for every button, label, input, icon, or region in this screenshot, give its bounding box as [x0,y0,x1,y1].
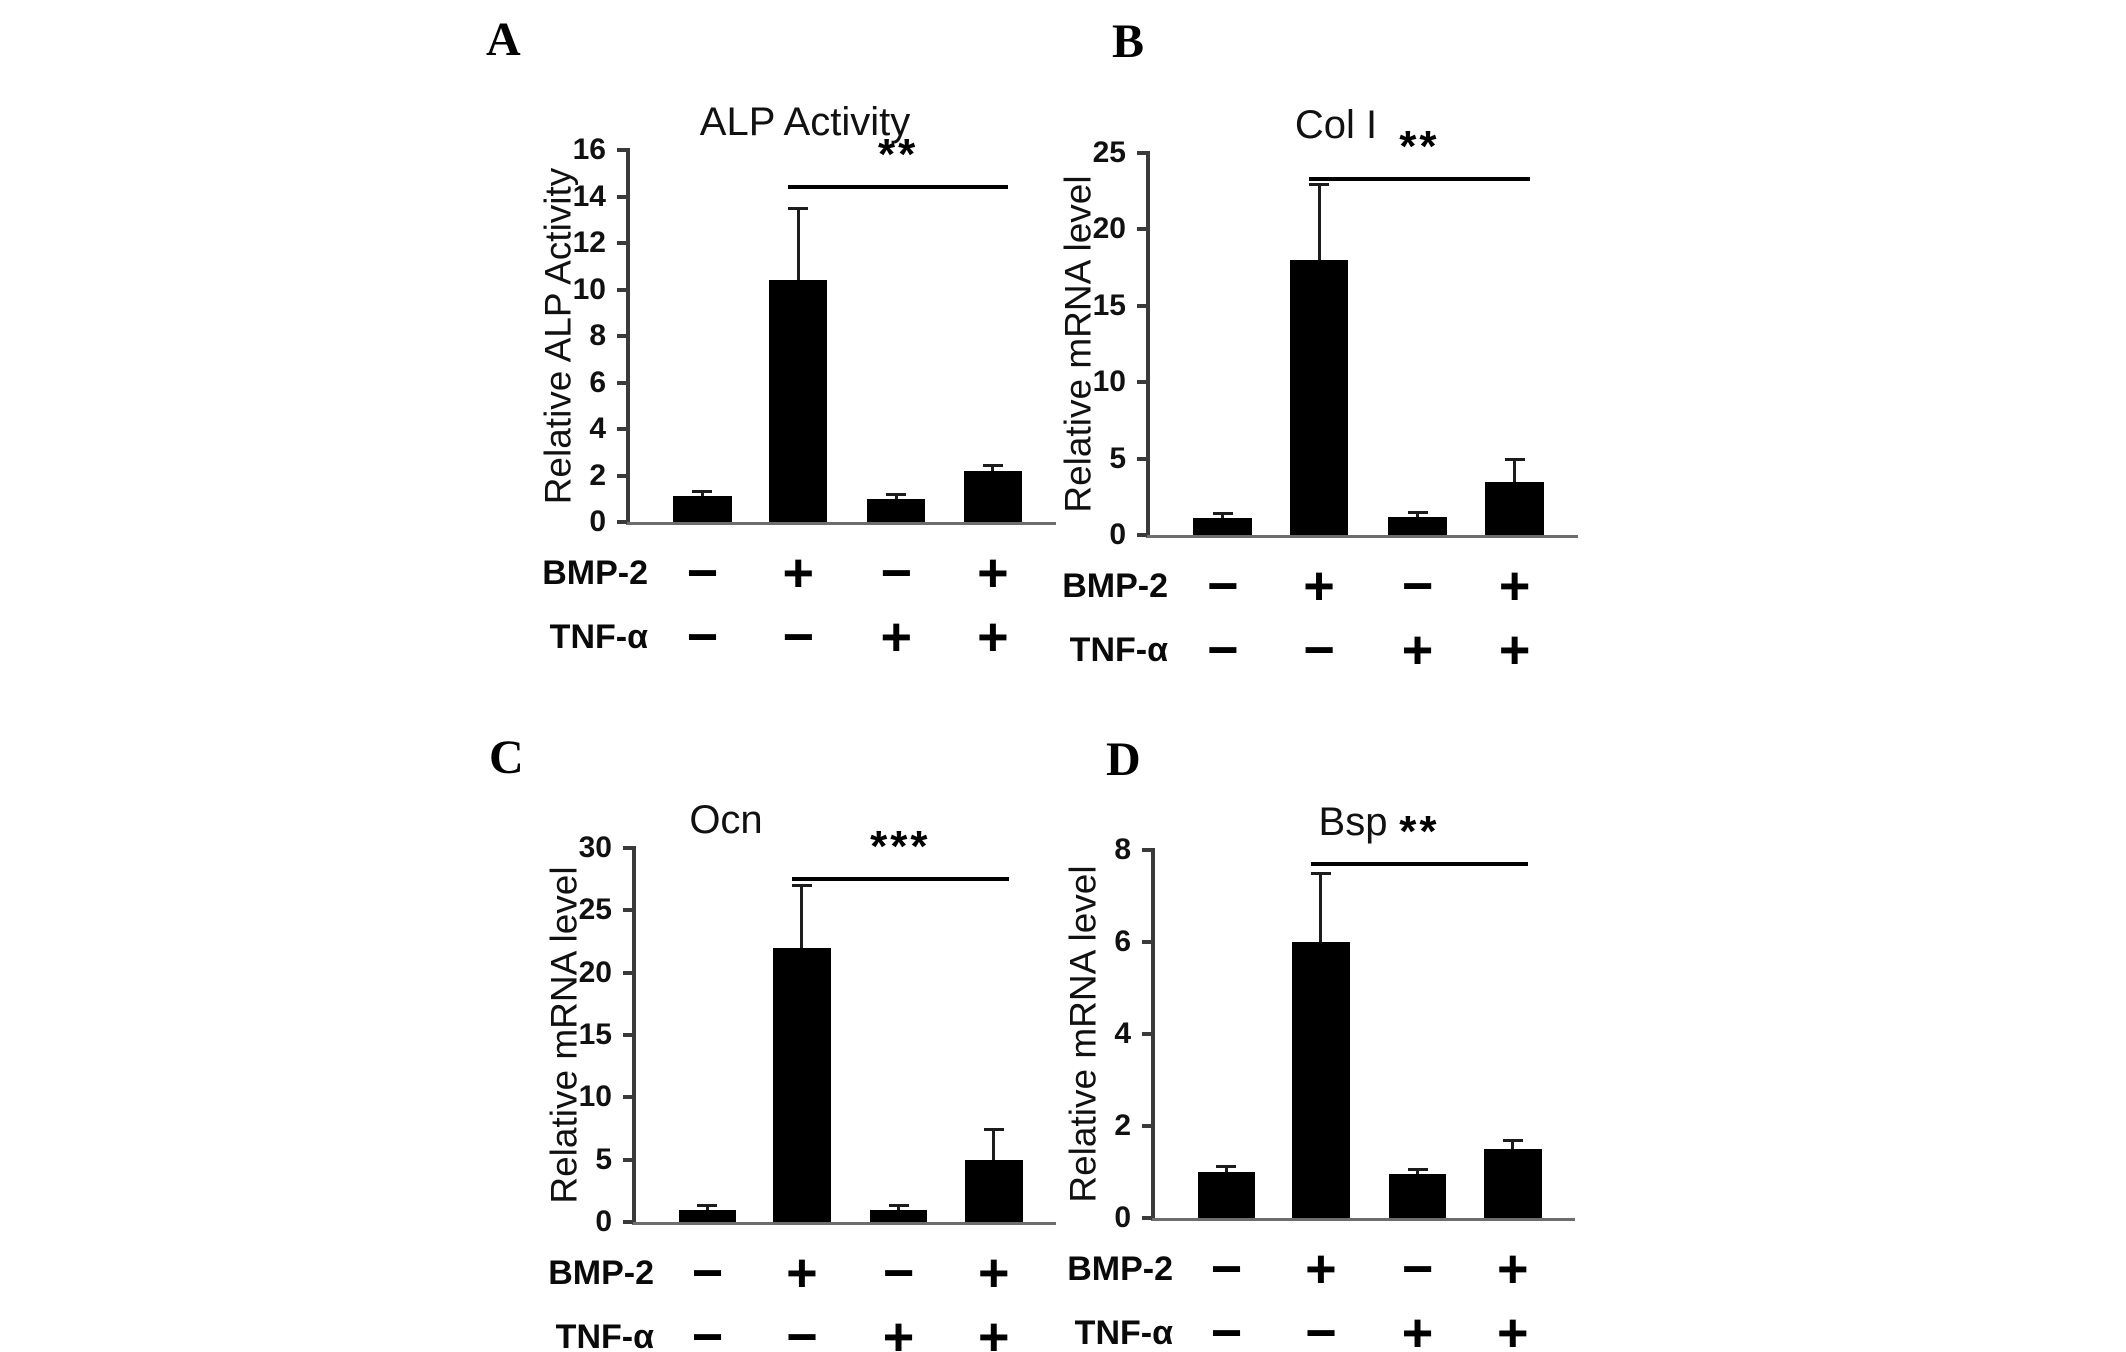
y-tick-label: 0 [1109,518,1126,551]
condition-sign: + [977,543,1009,603]
y-tick-mark [617,427,627,431]
bar [1389,1174,1447,1218]
condition-sign: − [686,543,719,603]
significance-stars: ** [1399,806,1440,856]
y-tick-label: 4 [1114,1017,1131,1050]
y-tick-mark [617,381,627,385]
condition-sign: + [1303,556,1335,616]
bar [1198,1172,1256,1218]
x-axis [626,522,1056,525]
y-tick-label: 25 [578,893,612,927]
y-tick-mark [617,474,627,478]
significance-stars: ** [1399,122,1440,172]
condition-sign: + [1401,1303,1434,1352]
y-tick-label: 0 [1114,1201,1131,1234]
significance-line [1311,862,1528,866]
condition-sign: + [1497,1239,1529,1299]
y-tick-mark [623,908,633,912]
bar [679,1210,737,1222]
condition-sign: − [1401,556,1434,616]
error-bar-cap [792,884,812,887]
condition-sign: − [882,1243,915,1303]
y-tick-mark [623,1095,633,1099]
error-bar-cap [889,1204,909,1207]
significance-stars: *** [870,821,931,871]
error-bar-cap [1408,1168,1428,1171]
y-tick-mark [623,1158,633,1162]
y-tick-mark [1137,151,1147,155]
condition-sign: − [1210,1303,1243,1352]
error-bar-cap [1309,183,1329,186]
y-tick-mark [1142,1216,1152,1220]
y-tick-label: 5 [1109,441,1126,475]
condition-sign: − [1206,556,1239,616]
error-bar-cap [1503,1139,1523,1142]
error-bar-stem [992,1129,995,1160]
x-axis [1151,1218,1575,1221]
y-tick-label: 20 [1092,212,1126,246]
error-bar-cap [983,464,1003,467]
y-tick-mark [623,846,633,850]
y-tick-mark [1142,848,1152,852]
error-bar-cap [788,207,808,210]
condition-row-label: TNF-α [1069,631,1168,669]
x-axis [632,1222,1056,1225]
y-tick-label: 25 [1092,136,1126,169]
error-bar-cap [1311,872,1331,875]
significance-line [788,185,1008,189]
y-tick-label: 20 [578,955,612,989]
error-bar-cap [1216,1165,1236,1168]
y-tick-mark [1137,457,1147,461]
y-tick-label: 2 [589,458,606,492]
panel-letter-a: A [486,13,521,66]
y-tick-label: 8 [1114,833,1131,866]
error-bar-cap [697,1204,717,1207]
y-axis [1146,151,1150,538]
condition-sign: + [1498,556,1531,616]
condition-sign: + [786,1243,818,1303]
condition-sign: − [880,543,913,603]
y-tick-label: 30 [578,831,612,864]
y-tick-label: 15 [1092,288,1126,322]
significance-line [1309,177,1530,181]
bar [1290,260,1349,535]
bar [1388,517,1447,535]
y-tick-label: 5 [595,1142,612,1176]
condition-sign: + [978,1243,1010,1303]
significance-stars: ** [877,129,919,179]
y-tick-mark [617,288,627,292]
bar [870,1210,928,1222]
condition-sign: − [786,1307,818,1352]
bar [1292,942,1350,1218]
error-bar-cap [886,493,906,496]
error-bar-stem [1513,459,1516,482]
y-tick-mark [623,1033,633,1037]
condition-sign: − [1401,1239,1434,1299]
bar [769,280,827,522]
y-tick-mark [623,1220,633,1224]
y-tick-label: 6 [589,365,606,399]
error-bar-cap [1213,512,1233,515]
y-tick-label: 2 [1114,1109,1131,1142]
panel-letter-d: D [1106,733,1141,786]
chart-title-bsp: Bsp [1318,800,1388,844]
y-tick-label: 8 [589,319,606,352]
bar [1485,482,1544,535]
chart-title-alp-activity: ALP Activity [699,100,911,144]
y-axis-label-b: Relative mRNA level [1057,175,1099,513]
condition-row-label: BMP-2 [1062,567,1168,605]
error-bar-stem [800,885,803,947]
y-tick-label: 4 [589,412,606,445]
panel-letter-b: B [1112,15,1145,68]
condition-sign: + [782,543,815,603]
error-bar-cap [984,1128,1004,1131]
significance-line [792,877,1009,881]
chart-title-ocn: Ocn [689,798,763,842]
y-tick-label: 12 [572,226,606,259]
condition-sign: + [882,1307,915,1352]
condition-row-label: TNF-α [555,1318,654,1352]
condition-sign: + [1401,620,1434,680]
condition-sign: − [691,1307,724,1352]
error-bar-stem [1318,184,1321,260]
bar [964,471,1022,522]
y-tick-mark [617,334,627,338]
y-tick-label: 0 [589,505,606,538]
y-tick-mark [617,195,627,199]
condition-sign: − [1305,1303,1337,1352]
y-tick-label: 14 [572,179,606,213]
condition-row-label: TNF-α [549,618,648,656]
error-bar-cap [1408,511,1428,514]
bar [1193,518,1252,535]
condition-sign: + [880,607,913,667]
condition-sign: + [1305,1239,1337,1299]
y-tick-mark [1142,1124,1152,1128]
error-bar-stem [797,208,800,280]
y-tick-label: 0 [595,1205,612,1238]
bar [1484,1149,1542,1218]
y-tick-mark [1137,304,1147,308]
y-tick-label: 10 [578,1080,612,1114]
condition-row-label: BMP-2 [1067,1250,1173,1288]
condition-sign: + [1497,1303,1529,1352]
y-tick-mark [1137,380,1147,384]
condition-row-label: BMP-2 [542,554,648,592]
condition-row-label: BMP-2 [548,1254,654,1292]
condition-sign: − [691,1243,724,1303]
y-tick-label: 15 [578,1018,612,1051]
bar [867,499,925,522]
error-bar-cap [692,490,712,493]
panel-letter-c: C [489,731,524,784]
y-tick-label: 6 [1114,925,1131,958]
y-tick-mark [1142,1032,1152,1036]
condition-sign: − [1210,1239,1243,1299]
y-tick-label: 10 [1092,365,1126,399]
y-tick-mark [1137,227,1147,231]
condition-row-label: TNF-α [1074,1314,1173,1352]
condition-sign: + [978,1307,1010,1352]
chart-title-col-i: Col I [1294,103,1378,147]
condition-sign: + [1498,620,1531,680]
y-tick-mark [617,241,627,245]
y-tick-label: 10 [572,272,606,306]
x-axis [1146,535,1578,538]
y-tick-mark [617,148,627,152]
y-tick-mark [623,971,633,975]
condition-sign: − [1303,620,1335,680]
bar [965,1160,1023,1222]
error-bar-cap [1505,458,1525,461]
condition-sign: − [782,607,815,667]
condition-sign: − [686,607,719,667]
y-tick-mark [617,520,627,524]
y-tick-mark [1142,940,1152,944]
error-bar-stem [1319,873,1322,942]
bar [773,948,831,1222]
y-tick-label: 16 [572,133,606,166]
y-axis-label-a: Relative ALP Activity [537,167,579,505]
y-axis-label-d: Relative mRNA level [1062,865,1104,1203]
condition-sign: + [977,607,1009,667]
bar [673,496,731,522]
y-tick-mark [1137,533,1147,537]
y-axis-label-c: Relative mRNA level [543,866,585,1204]
condition-sign: − [1206,620,1239,680]
